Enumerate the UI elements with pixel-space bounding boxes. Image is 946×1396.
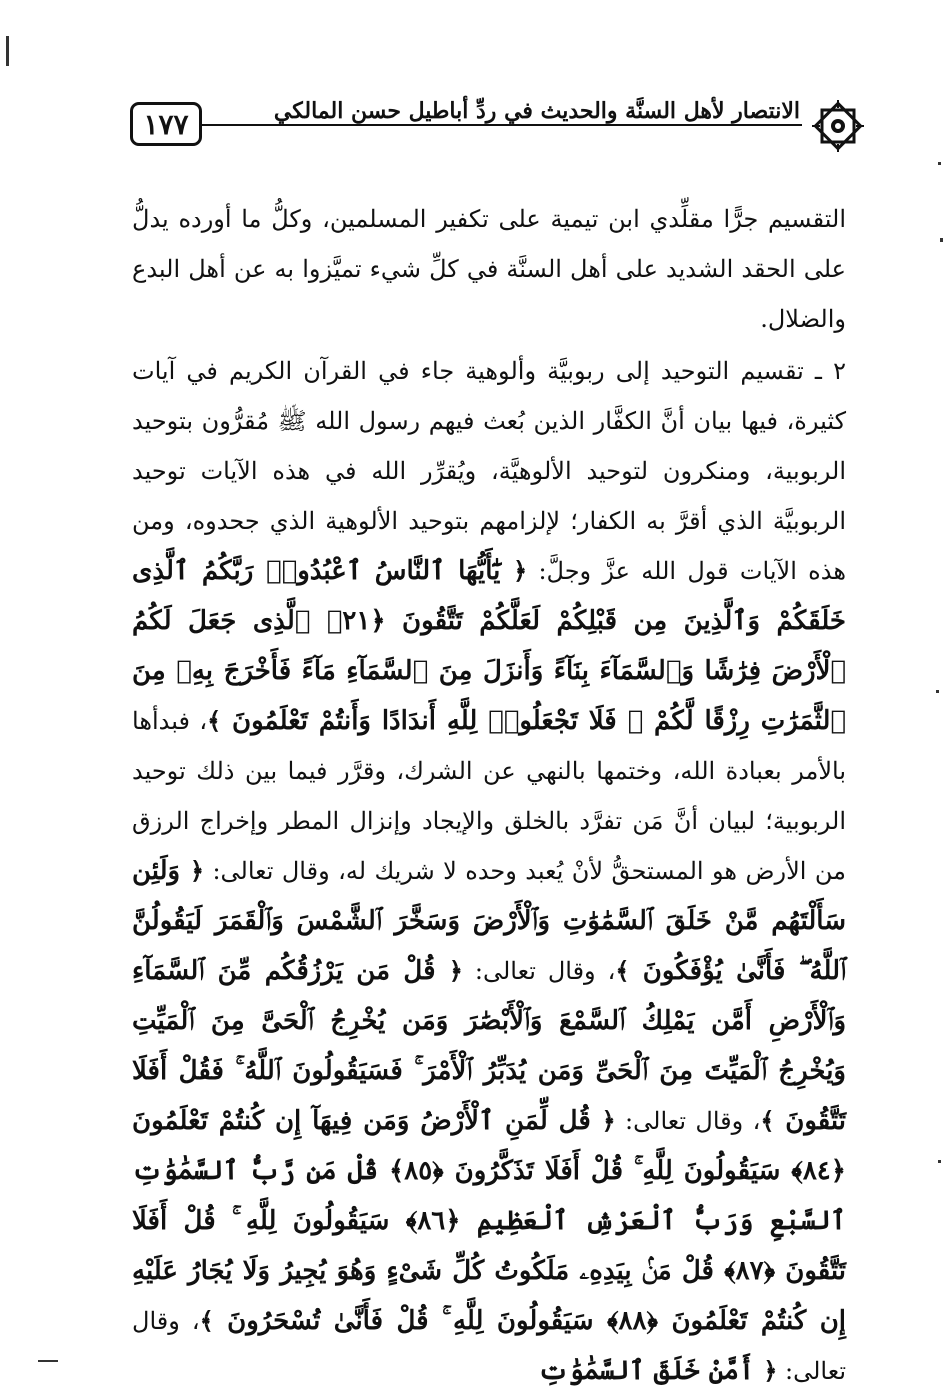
paragraph [132, 194, 846, 344]
ornate-bracket: ﴿ [189, 856, 205, 885]
body-text [132, 194, 846, 1396]
paragraph-text: ، فبدأها بالأمر بعبادة الله، وختمها بالنهي عن الشرك، وقرَّر فيما بين ذلك توحيد الربوبية؛ لبيان أنَّ مَن تفرَّد بالخلق والإيجاد وإنزال المطر وإخراج الرزق من الأرض هو المستحقُّ لأنْ يُعبد وحده لا شريك له، وقال تعالى: [132, 707, 846, 885]
scan-mark [38, 1360, 58, 1362]
quran-verse: أَمَّنْ خَلَقَ ٱلسَّمَٰوَٰتِ [538, 1356, 764, 1386]
eight-point-star-ornament-icon [808, 96, 868, 156]
scan-mark [6, 36, 9, 66]
scan-mark [938, 162, 941, 165]
ornate-bracket: ﴾ [615, 956, 630, 985]
page-number-box [130, 102, 202, 146]
ornate-bracket: ﴾ [207, 706, 222, 735]
ornate-bracket: ﴿ [763, 1356, 778, 1385]
quran-verse: قُل لِّمَنِ ٱلْأَرْضُ وَمَن فِيهَآ إِن كُنتُمْ تَعْلَمُونَ ﴿٨٤﴾ سَيَقُولُونَ لِلَّهِ ۚ قُلْ أَفَلَا تَذَكَّرُونَ ﴿٨٥﴾ قُلْ مَن رَّبُّ ٱلسَّمَٰوَٰتِ ٱلسَّبْعِ وَرَبُّ ٱلْعَرْشِ ٱلْعَظِيمِ ﴿٨٦﴾ سَيَقُولُونَ لِلَّهِ ۚ قُلْ أَفَلَا تَتَّقُونَ ﴿٨٧﴾ قُلْ مَنۢ بِيَدِهِۦ مَلَكُوتُ كُلِّ شَىْءٍ وَهُوَ يُجِيرُ وَلَا يُجَارُ عَلَيْهِ إِن كُنتُمْ تَعْلَمُونَ ﴿٨٨﴾ سَيَقُولُونَ لِلَّهِ ۚ قُلْ فَأَنَّىٰ تُسْحَرُونَ [132, 1106, 847, 1336]
quran-verse: يَٰٓأَيُّهَا ٱلنَّاسُ ٱعْبُدُوا۟ رَبَّكُمُ ٱلَّذِى خَلَقَكُمْ وَٱلَّذِينَ مِن قَبْلِكُمْ لَعَلَّكُمْ تَتَّقُونَ ﴿٢١﴾ ٱلَّذِى جَعَلَ لَكُمُ ٱلْأَرْضَ فِرَٰشًا وَٱلسَّمَآءَ بِنَآءً وَأَنزَلَ مِنَ ٱلسَّمَآءِ مَآءً فَأَخْرَجَ بِهِۦ مِنَ ٱلثَّمَرَٰتِ رِزْقًا لَّكُمْ ۖ فَلَا تَجْعَلُوا۟ لِلَّهِ أَندَادًا وَأَنتُمْ تَعْلَمُونَ [132, 556, 846, 736]
header-rule [202, 124, 802, 126]
paragraph-text: التقسيم جرًّا مقلِّدي ابن تيمية على تكفير المسلمين، وكلُّ ما أورده يدلُّ على الحقد الشديد على أهل السنَّة في كلِّ شيء تميَّزوا به عن أهل البدع والضلال. [132, 205, 846, 333]
ornate-bracket: ﴿ [513, 556, 528, 585]
scan-mark [938, 1160, 941, 1163]
quran-verse: قُلْ مَن يَرْزُقُكُم مِّنَ ٱلسَّمَآءِ وَٱلْأَرْضِ أَمَّن يَمْلِكُ ٱلسَّمْعَ وَٱلْأَبْصَٰرَ وَمَن يُخْرِجُ ٱلْحَىَّ مِنَ ٱلْمَيِّتِ وَيُخْرِجُ ٱلْمَيِّتَ مِنَ ٱلْحَىِّ وَمَن يُدَبِّرُ ٱلْأَمْرَ ۚ فَسَيَقُولُونَ ٱللَّهُ ۚ فَقُلْ أَفَلَا تَتَّقُونَ [132, 956, 847, 1136]
running-title: الانتصار لأهل السنَّة والحديث في ردِّ أباطيل حسن المالكي [268, 98, 806, 124]
ornate-bracket: ﴿ [448, 956, 463, 985]
ornate-bracket: ﴿ [601, 1106, 616, 1135]
scan-mark [936, 690, 939, 693]
page-number: ١٧٧ [143, 107, 189, 141]
ornate-bracket: ﴾ [199, 1306, 214, 1335]
page-header [128, 96, 868, 162]
paragraph [132, 346, 846, 1396]
scan-mark [940, 238, 943, 242]
quran-verse: وَلَئِن سَأَلْتَهُم مَّنْ خَلَقَ ٱلسَّمَٰوَٰتِ وَٱلْأَرْضَ وَسَخَّرَ ٱلشَّمْسَ وَٱلْقَمَرَ لَيَقُولُنَّ ٱللَّهُ ۖ فَأَنَّىٰ يُؤْفَكُونَ [132, 856, 846, 986]
paragraph-text: ، وقال تعالى: [132, 1307, 846, 1385]
paragraph-text: ، وقال تعالى: [462, 957, 616, 985]
ornate-bracket: ﴾ [760, 1106, 775, 1135]
paragraph-text: ، وقال تعالى: [615, 1107, 761, 1135]
paragraph-text: ٢ ـ تقسيم التوحيد إلى ربوبيَّة وألوهية جاء في القرآن الكريم في آيات كثيرة، فيها بيان أنَّ الكفَّار الذين بُعث فيهم رسول الله ﷺ مُقرُّون بتوحيد الربوبية، ومنكرون لتوحيد الألوهيَّة، ويُقرِّر الله في هذه الآيات توحيد الربوبيَّة الذي أقرَّ به الكفار؛ لإلزامهم بتوحيد الألوهية الذي جحدوه، ومن هذه الآيات قول الله عزَّ وجلَّ: [132, 357, 846, 585]
